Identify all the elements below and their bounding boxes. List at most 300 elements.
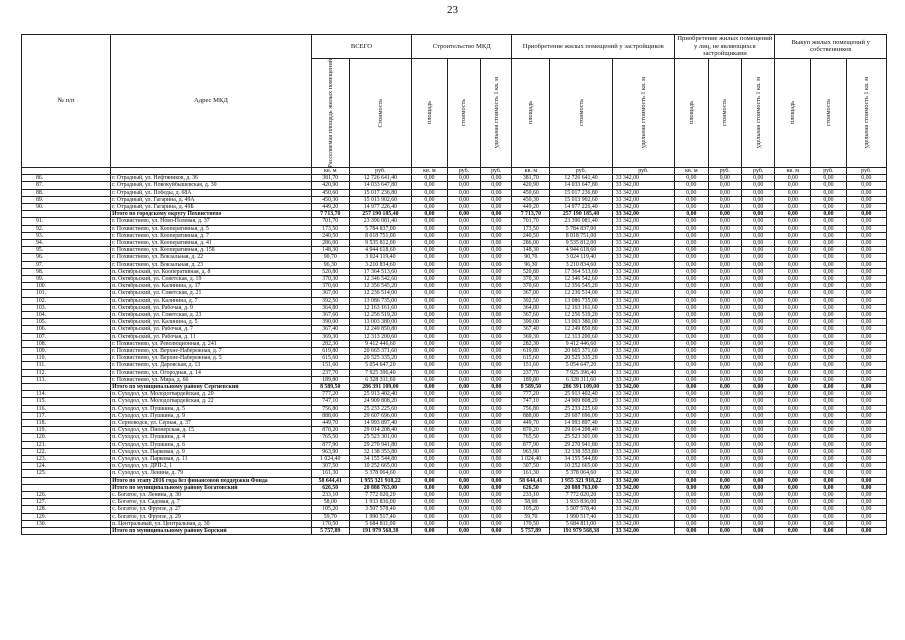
construction-area-cell: 0,00 xyxy=(412,232,448,239)
unit-label: кв. м xyxy=(412,168,448,175)
dev-area-cell: 8 589,50 xyxy=(512,383,550,390)
nondev-unit-cell: 0,00 xyxy=(742,254,775,261)
nondev-cost-cell: 0,00 xyxy=(708,347,741,354)
address-cell: г. Похвистнево, ул. Вокзальная, д. 22 xyxy=(111,254,312,261)
nondev-area-cell: 0,00 xyxy=(675,434,708,441)
buyout-unit-cell: 0,00 xyxy=(846,398,886,405)
row-number: 102. xyxy=(22,297,111,304)
dev-unit-cell: 33 342,00 xyxy=(612,311,674,318)
address-cell: п. Суходол, ул. Парковая, д. 11 xyxy=(111,456,312,463)
buyout-cost-cell: 0,00 xyxy=(811,470,847,477)
dev-unit-cell: 33 342,00 xyxy=(612,513,674,520)
cost-total-cell: 12 346 542,60 xyxy=(349,275,411,282)
nondev-unit-cell: 0,00 xyxy=(742,261,775,268)
nondev-unit-cell: 0,00 xyxy=(742,297,775,304)
dev-unit-cell: 33 342,00 xyxy=(612,405,674,412)
construction-area-cell: 0,00 xyxy=(412,297,448,304)
table-row xyxy=(22,347,887,354)
buyout-unit-cell: 0,00 xyxy=(846,340,886,347)
buyout-cost-cell: 0,00 xyxy=(811,319,847,326)
buyout-unit-cell: 0,00 xyxy=(846,211,886,218)
address-cell: п. Суходол, ул. Молодогвардейская, д. 22 xyxy=(111,398,312,405)
construction-unit-cell: 0,00 xyxy=(481,211,512,218)
dev-cost-cell: 286 391 109,00 xyxy=(550,383,612,390)
construction-area-cell: 0,00 xyxy=(412,333,448,340)
construction-unit-cell: 0,00 xyxy=(481,297,512,304)
buyout-area-cell: 0,00 xyxy=(775,463,811,470)
unit-label: руб. xyxy=(708,168,741,175)
nondev-area-cell: 0,00 xyxy=(675,463,708,470)
table-row xyxy=(22,376,887,383)
dev-area-cell: 170,50 xyxy=(512,520,550,527)
nondev-cost-cell: 0,00 xyxy=(708,203,741,210)
nondev-unit-cell: 0,00 xyxy=(742,182,775,189)
construction-area-cell: 0,00 xyxy=(412,412,448,419)
nondev-cost-cell: 0,00 xyxy=(708,456,741,463)
unit-label: руб. xyxy=(612,168,674,175)
buyout-area-cell: 0,00 xyxy=(775,297,811,304)
row-number: 101. xyxy=(22,290,111,297)
dev-area-cell: 370,30 xyxy=(512,275,550,282)
dev-unit-cell: 33 342,00 xyxy=(612,362,674,369)
buyout-unit-cell: 0,00 xyxy=(846,347,886,354)
nondev-area-cell: 0,00 xyxy=(675,275,708,282)
dev-unit-cell: 33 342,00 xyxy=(612,463,674,470)
buyout-unit-cell: 0,00 xyxy=(846,247,886,254)
area-total-cell: 58,00 xyxy=(311,499,349,506)
construction-cost-cell: 0,00 xyxy=(447,513,480,520)
construction-area-cell: 0,00 xyxy=(412,499,448,506)
dev-area-cell: 189,80 xyxy=(512,376,550,383)
construction-area-cell: 0,00 xyxy=(412,383,448,390)
nondev-area-cell: 0,00 xyxy=(675,513,708,520)
buyout-area-cell: 0,00 xyxy=(775,232,811,239)
dev-area-cell: 367,00 xyxy=(512,290,550,297)
table-row xyxy=(22,448,887,455)
buyout-cost-cell: 0,00 xyxy=(811,420,847,427)
area-total-cell: 626,50 xyxy=(311,484,349,491)
nondev-cost-cell: 0,00 xyxy=(708,182,741,189)
construction-unit-cell: 0,00 xyxy=(481,261,512,268)
buyout-unit-cell: 0,00 xyxy=(846,203,886,210)
dev-area-cell: 888,00 xyxy=(512,412,550,419)
dev-area-cell: 877,90 xyxy=(512,441,550,448)
buyout-area-cell: 0,00 xyxy=(775,283,811,290)
nondev-cost-cell: 0,00 xyxy=(708,513,741,520)
buyout-unit-cell: 0,00 xyxy=(846,304,886,311)
buyout-cost-cell: 0,00 xyxy=(811,290,847,297)
buyout-cost-cell: 0,00 xyxy=(811,225,847,232)
row-number: 121. xyxy=(22,441,111,448)
row-number: 104. xyxy=(22,311,111,318)
col-cost-total-header: Стоимость xyxy=(376,98,384,128)
address-cell: п. Суходол, ул. Ленина, д. 79 xyxy=(111,470,312,477)
nondev-area-cell: 0,00 xyxy=(675,340,708,347)
dev-cost-cell: 20 525 335,20 xyxy=(550,355,612,362)
dev-area-cell: 756,80 xyxy=(512,405,550,412)
dev-area-cell: 777,20 xyxy=(512,391,550,398)
dev-unit-cell: 33 342,00 xyxy=(612,261,674,268)
row-number: 120. xyxy=(22,434,111,441)
nondev-area-cell: 0,00 xyxy=(675,391,708,398)
buyout-cost-cell: 0,00 xyxy=(811,326,847,333)
address-cell: п. Суходол, ул. Пушкина, д. 6 xyxy=(111,441,312,448)
nondev-area-cell: 0,00 xyxy=(675,232,708,239)
nondev-unit-cell: 0,00 xyxy=(742,175,775,182)
buyout-cost-cell: 0,00 xyxy=(811,175,847,182)
col-buyout-unit-header: удельная стоимость 1 кв. м xyxy=(862,77,870,149)
buyout-cost-cell: 0,00 xyxy=(811,247,847,254)
dev-unit-cell: 33 342,00 xyxy=(612,434,674,441)
construction-cost-cell: 0,00 xyxy=(447,261,480,268)
buyout-area-cell: 0,00 xyxy=(775,347,811,354)
buyout-area-cell: 0,00 xyxy=(775,383,811,390)
construction-area-cell: 0,00 xyxy=(412,463,448,470)
buyout-area-cell: 0,00 xyxy=(775,441,811,448)
row-number xyxy=(22,484,111,491)
row-number: 90. xyxy=(22,203,111,210)
dev-cost-cell: 29 607 696,00 xyxy=(550,412,612,419)
nondev-area-cell: 0,00 xyxy=(675,405,708,412)
table-row xyxy=(22,506,887,513)
cost-total-cell: 29 607 696,00 xyxy=(349,412,411,419)
construction-cost-cell: 0,00 xyxy=(447,434,480,441)
dev-cost-cell: 12 313 200,60 xyxy=(550,333,612,340)
buyout-area-cell: 0,00 xyxy=(775,203,811,210)
table-row xyxy=(22,520,887,527)
nondev-unit-cell: 0,00 xyxy=(742,333,775,340)
construction-cost-cell: 0,00 xyxy=(447,412,480,419)
dev-unit-cell: 33 342,00 xyxy=(612,492,674,499)
address-cell: г. Отрадный, ул. Победы, д. 68А xyxy=(111,189,312,196)
buyout-unit-cell: 0,00 xyxy=(846,333,886,340)
table-row xyxy=(22,427,887,434)
cost-total-cell: 3 210 834,60 xyxy=(349,261,411,268)
address-cell: п. Октябрьский, ул. Калинина, д. 5 xyxy=(111,319,312,326)
nondev-unit-cell: 0,00 xyxy=(742,275,775,282)
row-number: 94. xyxy=(22,239,111,246)
table-row xyxy=(22,218,887,225)
dev-area-cell: 615,60 xyxy=(512,355,550,362)
address-cell: п. Центральный, ул. Центральная, д. 30 xyxy=(111,520,312,527)
construction-area-cell: 0,00 xyxy=(412,182,448,189)
buyout-unit-cell: 0,00 xyxy=(846,456,886,463)
dev-cost-cell: 12 346 542,60 xyxy=(550,275,612,282)
cost-total-cell: 25 233 225,60 xyxy=(349,405,411,412)
row-number: 128. xyxy=(22,506,111,513)
nondev-cost-cell: 0,00 xyxy=(708,362,741,369)
dev-unit-cell: 33 342,00 xyxy=(612,448,674,455)
buyout-area-cell: 0,00 xyxy=(775,247,811,254)
construction-cost-cell: 0,00 xyxy=(447,355,480,362)
cost-total-cell: 12 256 519,20 xyxy=(349,311,411,318)
dev-cost-cell: 191 979 568,38 xyxy=(550,528,612,535)
row-number: 118. xyxy=(22,420,111,427)
dev-unit-cell: 33 342,00 xyxy=(612,383,674,390)
construction-area-cell: 0,00 xyxy=(412,261,448,268)
buyout-unit-cell: 0,00 xyxy=(846,477,886,484)
nondev-unit-cell: 0,00 xyxy=(742,513,775,520)
dev-cost-cell: 3 024 119,40 xyxy=(550,254,612,261)
buyout-area-cell: 0,00 xyxy=(775,225,811,232)
nondev-cost-cell: 0,00 xyxy=(708,448,741,455)
dev-cost-cell: 20 665 371,60 xyxy=(550,347,612,354)
area-total-cell: 105,20 xyxy=(311,506,349,513)
buyout-area-cell: 0,00 xyxy=(775,376,811,383)
buyout-unit-cell: 0,00 xyxy=(846,376,886,383)
buyout-cost-cell: 0,00 xyxy=(811,189,847,196)
dev-cost-cell: 5 054 647,20 xyxy=(550,362,612,369)
construction-area-cell: 0,00 xyxy=(412,398,448,405)
dev-unit-cell: 33 342,00 xyxy=(612,275,674,282)
area-total-cell: 282,30 xyxy=(311,340,349,347)
construction-area-cell: 0,00 xyxy=(412,268,448,275)
dev-cost-cell: 3 507 578,40 xyxy=(550,506,612,513)
dev-unit-cell: 33 342,00 xyxy=(612,182,674,189)
dev-unit-cell: 33 342,00 xyxy=(612,520,674,527)
area-total-cell: 58 644,41 xyxy=(311,477,349,484)
dev-area-cell: 370,60 xyxy=(512,283,550,290)
buyout-unit-cell: 0,00 xyxy=(846,427,886,434)
table-row xyxy=(22,456,887,463)
dev-cost-cell: 14 977 226,40 xyxy=(550,203,612,210)
construction-unit-cell: 0,00 xyxy=(481,254,512,261)
area-total-cell: 173,50 xyxy=(311,225,349,232)
cost-total-cell: 257 190 185,40 xyxy=(349,211,411,218)
nondev-area-cell: 0,00 xyxy=(675,369,708,376)
buyout-area-cell: 0,00 xyxy=(775,218,811,225)
row-number: 125. xyxy=(22,470,111,477)
buyout-unit-cell: 0,00 xyxy=(846,470,886,477)
cost-total-cell: 12 163 161,60 xyxy=(349,304,411,311)
buyout-area-cell: 0,00 xyxy=(775,420,811,427)
cost-total-cell: 3 024 119,40 xyxy=(349,254,411,261)
address-cell: п. Октябрьский, ул. Кооперативная, д. 8 xyxy=(111,268,312,275)
dev-cost-cell: 13 086 735,00 xyxy=(550,297,612,304)
dev-cost-cell: 4 944 618,60 xyxy=(550,247,612,254)
row-number: 103. xyxy=(22,304,111,311)
nondev-cost-cell: 0,00 xyxy=(708,391,741,398)
buyout-cost-cell: 0,00 xyxy=(811,182,847,189)
group-purchase-dev-header: Приобретение жилых помещений у застройщиков xyxy=(512,35,675,59)
dev-cost-cell: 29 014 208,40 xyxy=(550,427,612,434)
area-total-cell: 888,00 xyxy=(311,412,349,419)
row-number: 130. xyxy=(22,520,111,527)
construction-area-cell: 0,00 xyxy=(412,513,448,520)
nondev-unit-cell: 0,00 xyxy=(742,405,775,412)
construction-area-cell: 0,00 xyxy=(412,470,448,477)
table-row xyxy=(22,434,887,441)
construction-area-cell: 0,00 xyxy=(412,275,448,282)
construction-cost-cell: 0,00 xyxy=(447,456,480,463)
row-number: 100. xyxy=(22,283,111,290)
address-cell: Итого по муниципальному району Богатовский xyxy=(111,484,312,491)
buyout-cost-cell: 0,00 xyxy=(811,369,847,376)
dev-cost-cell: 12 249 850,80 xyxy=(550,326,612,333)
buyout-area-cell: 0,00 xyxy=(775,506,811,513)
dev-unit-cell: 33 342,00 xyxy=(612,203,674,210)
construction-unit-cell: 0,00 xyxy=(481,383,512,390)
address-cell: г. Похвистнево, ул. Ново-Полевая, д. 37 xyxy=(111,218,312,225)
buyout-unit-cell: 0,00 xyxy=(846,448,886,455)
dev-area-cell: 626,50 xyxy=(512,484,550,491)
buyout-unit-cell: 0,00 xyxy=(846,355,886,362)
buyout-unit-cell: 0,00 xyxy=(846,290,886,297)
cost-total-cell: 25 523 301,00 xyxy=(349,434,411,441)
nondev-cost-cell: 0,00 xyxy=(708,463,741,470)
dev-area-cell: 364,80 xyxy=(512,304,550,311)
unit-label: кв. м xyxy=(775,168,811,175)
buyout-unit-cell: 0,00 xyxy=(846,268,886,275)
row-number: 122. xyxy=(22,448,111,455)
nondev-cost-cell: 0,00 xyxy=(708,247,741,254)
address-cell: п. Октябрьский, ул. Рабочая, д. 7 xyxy=(111,326,312,333)
unit-label: руб. xyxy=(550,168,612,175)
dev-area-cell: 233,10 xyxy=(512,492,550,499)
area-total-cell: 307,50 xyxy=(311,463,349,470)
construction-unit-cell: 0,00 xyxy=(481,405,512,412)
nondev-cost-cell: 0,00 xyxy=(708,268,741,275)
cost-total-cell: 1 990 517,40 xyxy=(349,513,411,520)
area-total-cell: 449,70 xyxy=(311,420,349,427)
buyout-area-cell: 0,00 xyxy=(775,477,811,484)
row-number: 93. xyxy=(22,232,111,239)
nondev-cost-cell: 0,00 xyxy=(708,383,741,390)
nondev-unit-cell: 0,00 xyxy=(742,492,775,499)
cost-total-cell: 14 033 647,80 xyxy=(349,182,411,189)
construction-cost-cell: 0,00 xyxy=(447,520,480,527)
cost-total-cell: 13 086 735,00 xyxy=(349,297,411,304)
dev-cost-cell: 12 726 641,40 xyxy=(550,175,612,182)
construction-unit-cell: 0,00 xyxy=(481,376,512,383)
buyout-cost-cell: 0,00 xyxy=(811,434,847,441)
row-number xyxy=(22,383,111,390)
construction-area-cell: 0,00 xyxy=(412,520,448,527)
row-number: 115. xyxy=(22,398,111,405)
table-row xyxy=(22,225,887,232)
buyout-cost-cell: 0,00 xyxy=(811,405,847,412)
construction-unit-cell: 0,00 xyxy=(481,326,512,333)
buyout-unit-cell: 0,00 xyxy=(846,383,886,390)
nondev-cost-cell: 0,00 xyxy=(708,492,741,499)
cost-total-cell: 10 252 665,00 xyxy=(349,463,411,470)
cost-total-cell: 9 412 446,60 xyxy=(349,340,411,347)
dev-unit-cell: 33 342,00 xyxy=(612,398,674,405)
address-cell: г. Похвистнево, ул. Революционная, д. 241 xyxy=(111,340,312,347)
row-number: 109. xyxy=(22,347,111,354)
construction-area-cell: 0,00 xyxy=(412,484,448,491)
cost-total-cell: 12 356 545,20 xyxy=(349,283,411,290)
col-dev-unit-header: удельная стоимость 1 кв. м xyxy=(639,77,647,149)
dev-area-cell: 7 713,70 xyxy=(512,211,550,218)
nondev-unit-cell: 0,00 xyxy=(742,441,775,448)
construction-area-cell: 0,00 xyxy=(412,247,448,254)
construction-area-cell: 0,00 xyxy=(412,434,448,441)
dev-unit-cell: 33 342,00 xyxy=(612,290,674,297)
buyout-unit-cell: 0,00 xyxy=(846,326,886,333)
nondev-area-cell: 0,00 xyxy=(675,376,708,383)
dev-cost-cell: 32 138 353,80 xyxy=(550,448,612,455)
construction-cost-cell: 0,00 xyxy=(447,528,480,535)
construction-area-cell: 0,00 xyxy=(412,189,448,196)
construction-cost-cell: 0,00 xyxy=(447,347,480,354)
cost-total-cell: 5 784 837,00 xyxy=(349,225,411,232)
nondev-cost-cell: 0,00 xyxy=(708,340,741,347)
buyout-unit-cell: 0,00 xyxy=(846,492,886,499)
dev-unit-cell: 33 342,00 xyxy=(612,369,674,376)
nondev-area-cell: 0,00 xyxy=(675,448,708,455)
buyout-area-cell: 0,00 xyxy=(775,340,811,347)
buyout-area-cell: 0,00 xyxy=(775,499,811,506)
cost-total-cell: 14 977 226,40 xyxy=(349,203,411,210)
area-total-cell: 151,60 xyxy=(311,362,349,369)
dev-cost-cell: 1 933 836,00 xyxy=(550,499,612,506)
col-nondev-area-header: площадь xyxy=(687,101,695,125)
buyout-unit-cell: 0,00 xyxy=(846,218,886,225)
address-cell: Итого по муниципальному району Борский xyxy=(111,528,312,535)
cost-total-cell: 5 684 811,00 xyxy=(349,520,411,527)
nondev-area-cell: 0,00 xyxy=(675,456,708,463)
table-row xyxy=(22,283,887,290)
construction-cost-cell: 0,00 xyxy=(447,304,480,311)
cost-total-cell: 1 955 321 918,22 xyxy=(349,477,411,484)
dev-cost-cell: 14 993 897,40 xyxy=(550,420,612,427)
area-total-cell: 1 024,40 xyxy=(311,456,349,463)
dev-unit-cell: 33 342,00 xyxy=(612,506,674,513)
buyout-area-cell: 0,00 xyxy=(775,427,811,434)
dev-area-cell: 1 024,40 xyxy=(512,456,550,463)
nondev-unit-cell: 0,00 xyxy=(742,319,775,326)
construction-cost-cell: 0,00 xyxy=(447,369,480,376)
nondev-unit-cell: 0,00 xyxy=(742,218,775,225)
area-total-cell: 161,30 xyxy=(311,470,349,477)
nondev-unit-cell: 0,00 xyxy=(742,347,775,354)
table-row xyxy=(22,412,887,419)
construction-cost-cell: 0,00 xyxy=(447,448,480,455)
row-number: 107. xyxy=(22,333,111,340)
construction-unit-cell: 0,00 xyxy=(481,247,512,254)
dev-area-cell: 963,90 xyxy=(512,448,550,455)
construction-unit-cell: 0,00 xyxy=(481,441,512,448)
nondev-unit-cell: 0,00 xyxy=(742,211,775,218)
construction-unit-cell: 0,00 xyxy=(481,355,512,362)
dev-cost-cell: 12 236 514,00 xyxy=(550,290,612,297)
buyout-cost-cell: 0,00 xyxy=(811,484,847,491)
dev-area-cell: 307,50 xyxy=(512,463,550,470)
construction-unit-cell: 0,00 xyxy=(481,398,512,405)
row-number: 92. xyxy=(22,225,111,232)
construction-cost-cell: 0,00 xyxy=(447,268,480,275)
buyout-cost-cell: 0,00 xyxy=(811,528,847,535)
col-area-total-header: Расселяемая площадь жилых помещений xyxy=(326,58,334,168)
construction-area-cell: 0,00 xyxy=(412,441,448,448)
buyout-unit-cell: 0,00 xyxy=(846,441,886,448)
group-buyout-header: Выкуп жилых помещений у собственников xyxy=(775,35,887,59)
cost-total-cell: 7 772 020,20 xyxy=(349,492,411,499)
address-cell: г. Похвистнево, ул. Кооперативная, д. 41 xyxy=(111,239,312,246)
buyout-cost-cell: 0,00 xyxy=(811,355,847,362)
construction-area-cell: 0,00 xyxy=(412,492,448,499)
nondev-unit-cell: 0,00 xyxy=(742,477,775,484)
dev-area-cell: 161,30 xyxy=(512,470,550,477)
address-cell: г. Похвистнево, ул. Верхне-Набережная, д. 7 xyxy=(111,347,312,354)
construction-cost-cell: 0,00 xyxy=(447,275,480,282)
nondev-area-cell: 0,00 xyxy=(675,319,708,326)
dev-unit-cell: 33 342,00 xyxy=(612,268,674,275)
construction-area-cell: 0,00 xyxy=(412,203,448,210)
buyout-unit-cell: 0,00 xyxy=(846,232,886,239)
dev-area-cell: 237,70 xyxy=(512,369,550,376)
